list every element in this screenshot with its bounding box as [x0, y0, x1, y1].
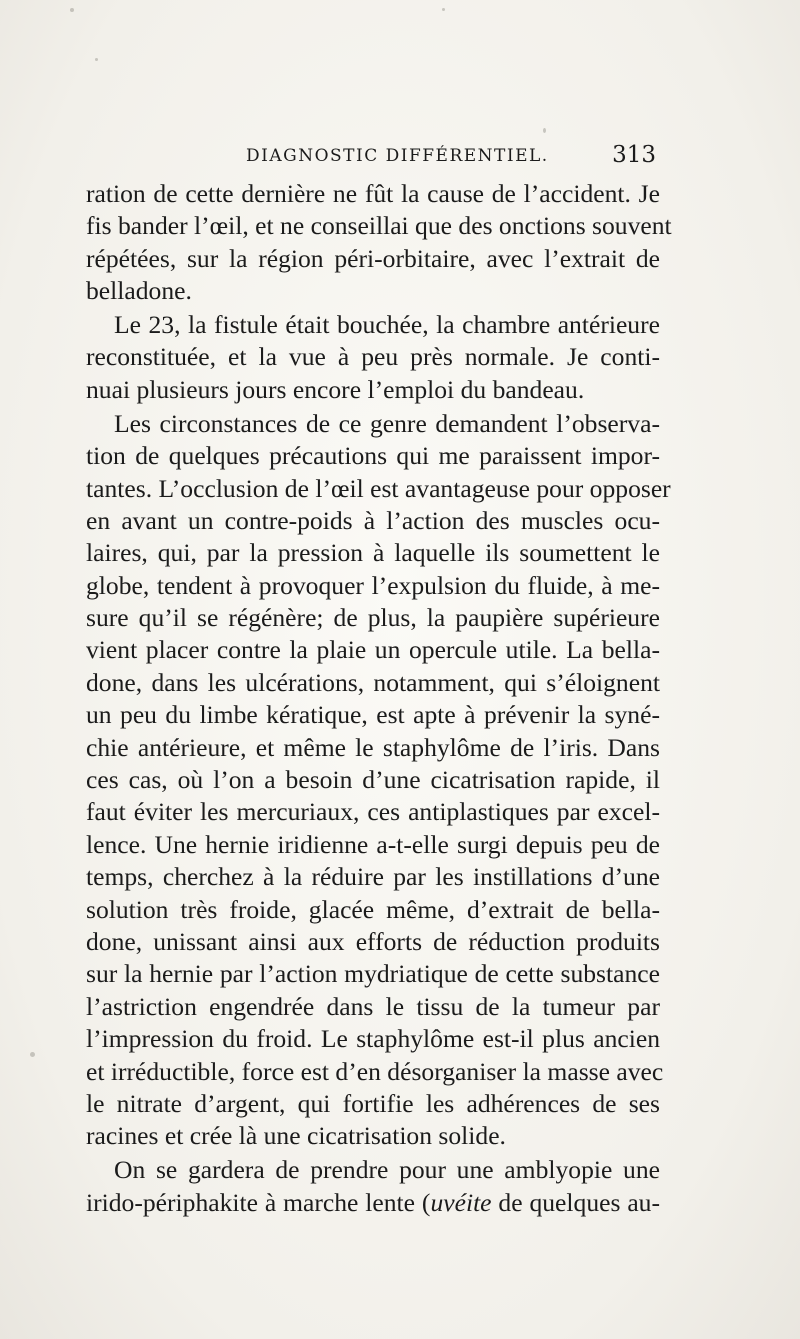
text-line: et irréductible, force est d’en désorganiser la masse avec	[86, 1056, 664, 1086]
text-line: chie antérieure, et même le staphylôme de l’iris. Dans	[86, 732, 660, 762]
text-line: nuai plusieurs jours encore l’emploi du bandeau.	[86, 374, 585, 404]
text-line: globe, tendent à provoquer l’expulsion du fluide, à me-	[86, 570, 660, 600]
paragraph	[86, 408, 671, 1153]
body-text	[86, 178, 672, 1219]
text-line: laires, qui, par la pression à laquelle ils soumettent le	[86, 538, 660, 568]
text-line: vient placer contre la plaie un opercule utile. La bella-	[86, 635, 660, 665]
paper-speck	[30, 1052, 35, 1057]
text-line: l’impression du froid. Le staphylôme est-il plus ancien	[86, 1024, 660, 1054]
text-line: done, dans les ulcérations, notamment, qui s’éloignent	[86, 667, 660, 697]
text-line: tion de quelques précautions qui me paraissent impor-	[86, 441, 660, 471]
text-line: racines et crée là une cicatrisation solide.	[86, 1121, 506, 1151]
text-line: done, unissant ainsi aux efforts de réduction produits	[86, 926, 660, 956]
paper-speck	[70, 8, 74, 12]
paragraph	[86, 309, 660, 406]
text-line: temps, cherchez à la réduire par les instillations d’une	[86, 862, 660, 892]
paragraph	[86, 178, 672, 308]
text-line: l’astriction engendrée dans le tissu de la tumeur par	[86, 991, 660, 1021]
text-line: solution très froide, glacée même, d’extrait de bella-	[86, 894, 660, 924]
text-line: tantes. L’occlusion de l’œil est avantageuse pour opposer	[86, 473, 671, 503]
text-line: faut éviter les mercuriaux, ces antiplastiques par excel-	[86, 797, 660, 827]
text-line: Les circonstances de ce genre demandent l’observa-	[114, 408, 660, 438]
text-line: ration de cette dernière ne fût la cause de l’accident. Je	[86, 179, 660, 208]
running-header	[86, 142, 656, 176]
text-line: ces cas, où l’on a besoin d’une cicatrisation rapide, il	[86, 765, 660, 795]
text-line: On se gardera de prendre pour une amblyopie une	[114, 1155, 660, 1185]
text-line: irido-périphakite à marche lente (uvéite de quelques au-	[86, 1187, 660, 1217]
text-line: fis bander l’œil, et ne conseillai que des onctions souvent	[86, 211, 672, 241]
running-title: DIAGNOSTIC DIFFÉRENTIEL.	[246, 146, 549, 166]
paper-speck	[95, 58, 98, 61]
text-line: le nitrate d’argent, qui fortifie les adhérences de ses	[86, 1088, 660, 1118]
text-line: Le 23, la fistule était bouchée, la chambre antérieure	[114, 310, 660, 340]
italic-term: uvéite	[430, 1187, 492, 1217]
text-line: un peu du limbe kératique, est apte à prévenir la syné-	[86, 700, 660, 730]
page-number: 313	[612, 142, 656, 168]
text-line: sure qu’il se régénère; de plus, la paupière supérieure	[86, 603, 660, 633]
text-line: belladone.	[86, 276, 192, 306]
text-line: reconstituée, et la vue à peu près normale. Je conti-	[86, 342, 660, 372]
text-line: répétées, sur la région péri-orbitaire, avec l’extrait de	[86, 243, 660, 273]
text-line: en avant un contre-poids à l’action des muscles ocu-	[86, 505, 660, 535]
paper-speck	[442, 8, 445, 11]
text-line: lence. Une hernie iridienne a-t-elle surgi depuis peu de	[86, 829, 660, 859]
paper-speck	[543, 128, 546, 133]
text-line: sur la hernie par l’action mydriatique de cette substance	[86, 959, 660, 989]
paragraph	[86, 1154, 660, 1219]
